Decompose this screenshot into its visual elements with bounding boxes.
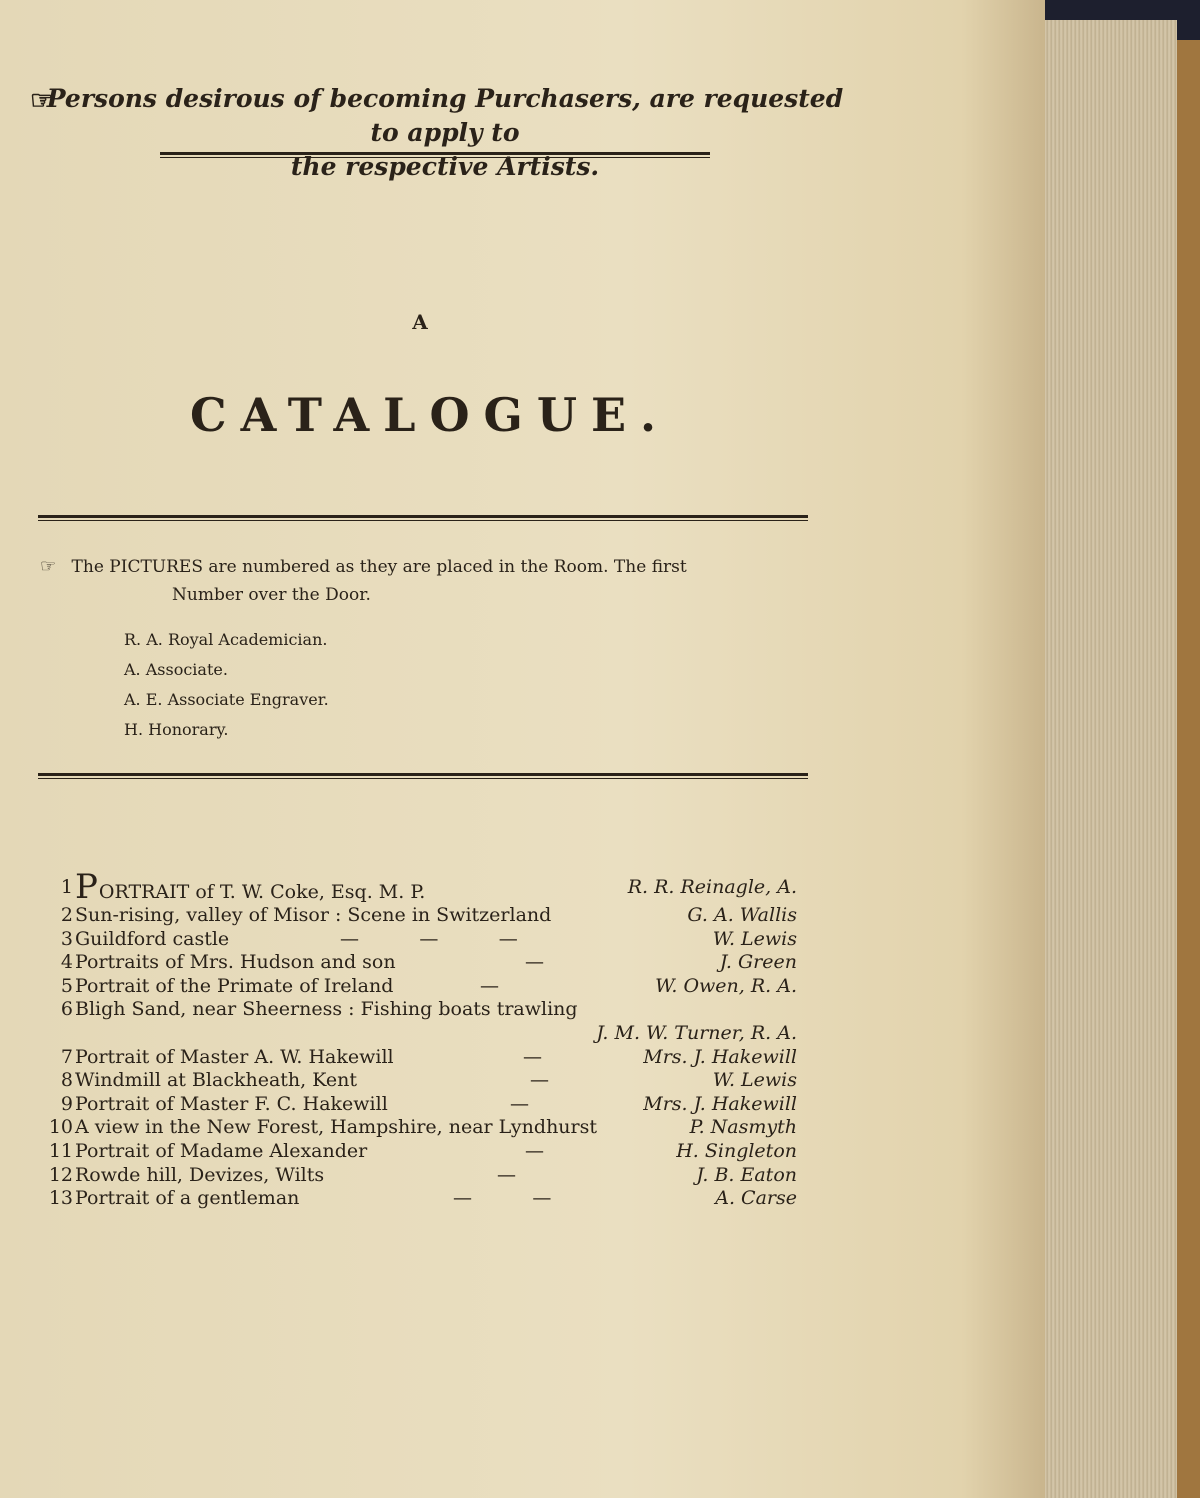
entry-number: 6 [60,998,73,1021]
pictures-note [40,553,820,609]
entry-artist: A. Carse [715,1187,797,1210]
notice-line-2: the respective Artists. [290,152,600,181]
catalogue-entry [45,1164,805,1188]
entry-dashes: — [530,1069,549,1092]
entry-title: A view in the New Forest, Hampshire, near Lyndhurst [75,1116,598,1139]
abbreviation-item: H. Honorary. [124,720,229,739]
entry-title: Windmill at Blackheath, Kent [75,1069,358,1092]
pointing-hand-icon: ☞ [30,86,54,116]
entry-number: 9 [60,1092,73,1115]
catalogue-entry [45,867,805,907]
page-edges [1025,20,1177,1498]
entry-artist: H. Singleton [676,1139,797,1162]
entry-title: Guildford castle [75,927,230,950]
divider-lower [38,773,808,779]
entry-number: 5 [60,974,73,997]
abbreviations-list [124,625,329,745]
divider-middle [38,515,808,521]
catalogue-entries [45,867,805,1211]
catalogue-entry [45,1069,805,1093]
entry-title: Bligh Sand, near Sheerness : Fishing boats trawling [75,998,578,1021]
entry-artist: R. R. Reinagle, A. [627,876,797,898]
catalogue-entry [45,1140,805,1164]
entry-title: Portrait of the Primate of Ireland [75,974,394,997]
entry-dashes: — — [453,1187,552,1210]
pointing-hand-icon: ☞ [40,556,57,577]
entry-dashes: — — — [340,927,518,950]
catalogue-title: CATALOGUE. [189,388,671,442]
catalogue-entry [45,1093,805,1117]
entry-title: Sun-rising, valley of Misor : Scene in Switzerland [75,904,552,926]
entry-number: 12 [48,1163,73,1186]
note-line-1: The PICTURES are numbered as they are placed in the Room. The first [71,557,687,577]
entry-number: 2 [60,904,73,926]
catalogue-entry [45,998,805,1022]
catalogue-entry [45,928,805,952]
entry-artist: Mrs. J. Hakewill [643,1045,797,1068]
entry-title: Rowde hill, Devizes, Wilts [75,1163,325,1186]
entry-dashes: — [480,974,499,997]
entry-number: 4 [60,951,73,974]
catalogue-entry [45,951,805,975]
entry-title-text: ORTRAIT of T. W. Coke, Esq. M. P. [98,881,426,903]
catalogue-entry [45,1046,805,1070]
entry-number: 7 [60,1045,73,1068]
abbreviation-item: R. A. Royal Academician. [124,630,328,649]
entry-artist: Mrs. J. Hakewill [643,1092,797,1115]
entry-dashes: — [525,1139,544,1162]
entry-artist: W. Lewis [712,927,797,950]
catalogue-entry-continuation [45,1022,805,1046]
entry-dashes: — [523,1045,542,1068]
entry-title: Portrait of Madame Alexander [75,1139,368,1162]
entry-number: 13 [48,1187,73,1210]
divider-top [160,152,710,158]
catalogue-entry [45,904,805,928]
drop-letter: P [75,867,99,907]
entry-number: 3 [60,927,73,950]
entry-title: Portrait of Master A. W. Hakewill [75,1045,394,1068]
catalogue-entry [45,1187,805,1211]
entry-artist: J. M. W. Turner, R. A. [596,1021,797,1044]
entry-dashes: — [497,1163,516,1186]
entry-dashes: — [510,1092,529,1115]
entry-number: 8 [60,1069,73,1092]
entry-number: 1 [60,876,73,898]
entry-title: Portrait of Master F. C. Hakewill [75,1092,388,1115]
entry-number: 11 [48,1139,73,1162]
entry-artist: W. Lewis [712,1069,797,1092]
entry-artist: J. B. Eaton [696,1163,797,1186]
entry-artist: P. Nasmyth [689,1116,797,1139]
catalogue-entry [45,1116,805,1140]
notice-line-1: Persons desirous of becoming Purchasers, are requested to apply to [46,84,844,147]
abbreviation-item: A. E. Associate Engraver. [124,690,329,709]
catalogue-entry [45,975,805,999]
entry-artist: G. A. Wallis [687,904,797,926]
entry-artist: J. Green [719,951,797,974]
entry-title: Portrait of a gentleman [75,1187,300,1210]
abbreviation-item: A. Associate. [124,660,228,679]
purchasers-notice [30,82,860,184]
entry-title: Portraits of Mrs. Hudson and son [75,951,396,974]
entry-number: 10 [48,1116,73,1139]
entry-dashes: — [525,951,544,974]
entry-artist: W. Owen, R. A. [655,974,797,997]
note-line-2: Number over the Door. [172,585,371,605]
heading-article: A [412,310,428,334]
